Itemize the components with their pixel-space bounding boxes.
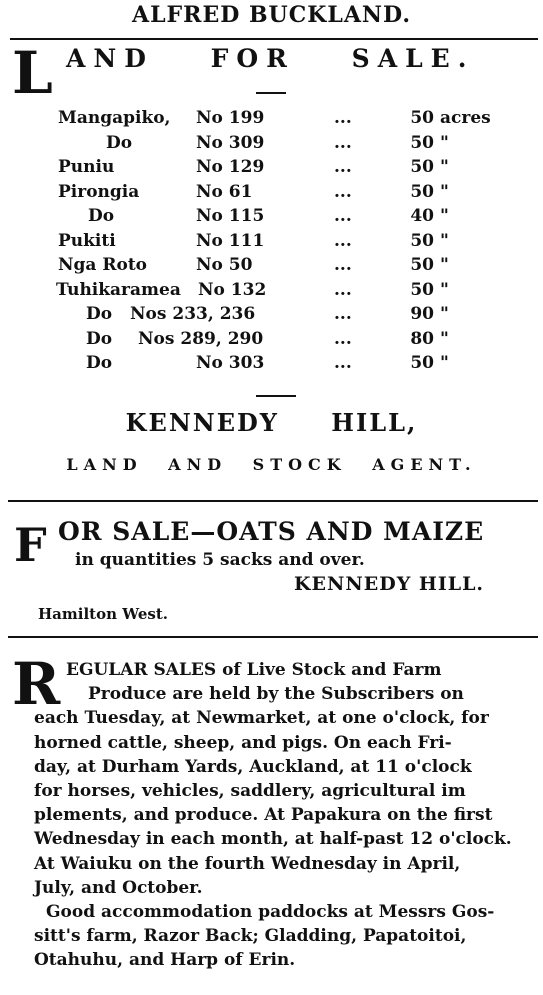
lot-unit: " (440, 206, 449, 226)
lot-unit: " (440, 279, 449, 300)
drop-cap: L (12, 39, 53, 107)
advertiser-name: ALFRED BUCKLAND. (132, 2, 411, 28)
lot-dots: ... (334, 255, 352, 275)
lot-dots: ... (334, 230, 352, 251)
ad-subline: in quantities 5 sacks and over. (75, 550, 365, 570)
lot-number: No 132 (198, 279, 267, 300)
lot-dots: ... (334, 279, 352, 300)
land-lot-row (0, 304, 543, 328)
land-lot-row (0, 206, 543, 230)
paragraph-line: Wednesday in each month, at half-past 12 o'clock. (34, 829, 512, 850)
divider (10, 38, 538, 40)
lot-unit: " (440, 157, 449, 177)
lot-place: Do (106, 132, 133, 153)
paragraph-line: for horses, vehicles, saddlery, agricultural im (34, 781, 466, 801)
lot-area: 40 (410, 206, 434, 226)
lot-dots: ... (334, 181, 352, 202)
paragraph-line: day, at Durham Yards, Auckland, at 11 o'clock (34, 756, 472, 777)
paragraph-line: plements, and produce. At Papakura on the first (34, 805, 493, 826)
lot-unit: " (440, 304, 449, 324)
lot-number: No 303 (196, 353, 265, 373)
lot-area: 50 (410, 157, 434, 177)
lot-area: 50 (410, 353, 434, 373)
lot-place: Pirongia (58, 181, 140, 202)
lot-dots: ... (334, 328, 352, 349)
land-lot-row (0, 329, 543, 353)
ad-signature: KENNEDY HILL. (294, 573, 485, 595)
lot-place: Tuhikaramea (56, 279, 181, 300)
lot-place: Pukiti (58, 230, 116, 251)
lot-area: 50 (410, 132, 434, 153)
lot-place: Mangapiko, (58, 108, 171, 128)
lot-area: 50 (410, 230, 434, 251)
lot-place: Do (86, 328, 113, 349)
divider (8, 636, 538, 638)
paragraph-line: sitt's farm, Razor Back; Gladding, Papatoitoi, (34, 926, 467, 947)
lot-place: Nga Roto (58, 255, 148, 275)
lot-number: Nos 289, 290 (138, 328, 264, 349)
drop-cap: F (14, 518, 47, 572)
land-lot-row (0, 231, 543, 255)
lot-area: 50 (410, 181, 434, 202)
paragraph-line: Good accommodation paddocks at Messrs Gos- (46, 902, 495, 922)
ad-heading: OR SALE—OATS AND MAIZE (58, 517, 485, 546)
lot-place: Do (86, 353, 113, 373)
lot-dots: ... (334, 353, 352, 373)
lot-number: No 309 (196, 132, 265, 153)
lot-dots: ... (334, 108, 352, 128)
paragraph-line: each Tuesday, at Newmarket, at one o'clock, for (34, 708, 489, 729)
drop-cap: R (12, 650, 61, 718)
lot-dots: ... (334, 157, 352, 177)
lot-number: No 199 (196, 108, 265, 128)
lot-area: 90 (410, 304, 434, 324)
lot-area: 80 (410, 328, 434, 349)
lot-unit: " (440, 230, 449, 251)
paragraph-line: Produce are held by the Subscribers on (88, 684, 464, 705)
land-lot-row (0, 133, 543, 157)
land-lot-row (0, 280, 543, 304)
lot-area: 50 (410, 255, 434, 275)
lot-dots: ... (334, 304, 352, 324)
paragraph-line: July, and October. (34, 877, 203, 898)
lot-unit: " (440, 255, 449, 275)
paragraph-line: At Waiuku on the fourth Wednesday in April, (34, 853, 461, 874)
lot-place: Do (88, 206, 115, 226)
lot-number: No 115 (196, 206, 265, 226)
agent-name: KENNEDY HILL, (125, 408, 418, 437)
land-lot-row (0, 182, 543, 206)
land-lot-row (0, 353, 543, 377)
divider (8, 500, 538, 502)
lot-number: No 61 (196, 181, 253, 202)
ad-heading: AND FOR SALE. (66, 44, 475, 73)
lot-area: 50 (410, 108, 434, 128)
lot-unit: " (440, 353, 449, 373)
lot-dots: ... (334, 132, 352, 153)
lot-area: 50 (410, 279, 434, 300)
lot-number: No 50 (196, 255, 253, 275)
lot-unit: " (440, 328, 449, 349)
lot-number: Nos 233, 236 (130, 304, 256, 324)
lot-place: Do (86, 304, 113, 324)
lot-unit: acres (440, 108, 491, 128)
land-lot-row (0, 255, 543, 279)
lot-unit: " (440, 132, 449, 153)
lot-unit: " (440, 181, 449, 202)
paragraph-line: Otahuhu, and Harp of Erin. (34, 950, 296, 971)
paragraph-line: horned cattle, sheep, and pigs. On each Fri- (34, 732, 452, 753)
land-lot-row (0, 108, 543, 132)
short-rule (256, 92, 286, 94)
lot-dots: ... (334, 206, 352, 226)
lot-number: No 111 (196, 230, 265, 251)
lot-place: Puniu (58, 157, 115, 177)
land-lot-row (0, 157, 543, 181)
lot-number: No 129 (196, 157, 265, 177)
paragraph-line: EGULAR SALES of Live Stock and Farm (66, 660, 442, 680)
short-rule (256, 395, 296, 397)
agent-title: LAND AND STOCK AGENT. (66, 455, 477, 474)
ad-place: Hamilton West. (38, 605, 168, 623)
